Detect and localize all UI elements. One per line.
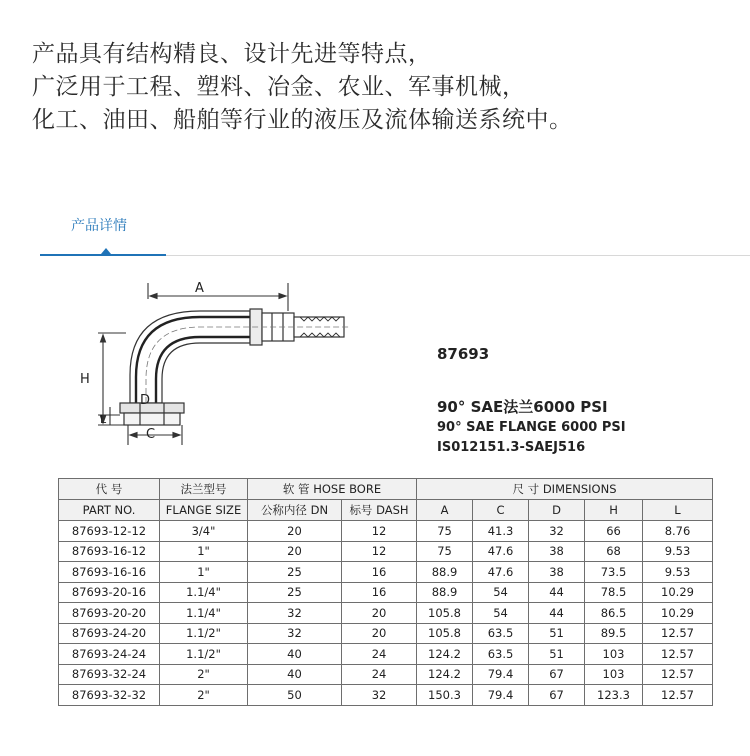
cell-d: 51 (529, 644, 585, 665)
cell-part-no: 87693-20-16 (59, 582, 160, 603)
cell-dn: 25 (248, 562, 342, 583)
dim-c-label: C (146, 427, 156, 442)
cell-dn: 40 (248, 644, 342, 665)
fitting-drawing (70, 275, 370, 450)
table-row (59, 521, 713, 542)
cell-dash: 32 (342, 685, 417, 706)
intro-line: 化工、油田、船舶等行业的液压及流体输送系统中。 (32, 107, 573, 133)
cell-d: 38 (529, 541, 585, 562)
cell-part-no: 87693-12-12 (59, 521, 160, 542)
cell-dash: 20 (342, 623, 417, 644)
header-hose-bore: 软 管 HOSE BORE (248, 479, 417, 500)
dim-l-label: L (100, 413, 107, 426)
cell-d: 67 (529, 664, 585, 685)
tab-active-underline (40, 254, 166, 256)
table-row (59, 664, 713, 685)
cell-dash: 24 (342, 644, 417, 665)
dim-d-label: D (140, 393, 151, 408)
cell-c: 63.5 (473, 644, 529, 665)
cell-h: 89.5 (585, 623, 643, 644)
cell-a: 105.8 (417, 603, 473, 624)
dim-c-arrow-left (130, 433, 137, 438)
cell-flange-size: 1" (160, 562, 248, 583)
cell-flange-size: 1" (160, 541, 248, 562)
dim-h-arrow-top (101, 335, 106, 342)
cell-flange-size: 3/4" (160, 521, 248, 542)
cell-flange-size: 1.1/4" (160, 582, 248, 603)
flange-base (124, 413, 180, 425)
cell-d: 67 (529, 685, 585, 706)
cell-dn: 32 (248, 603, 342, 624)
part-code: 87693 (437, 345, 490, 363)
dim-a-arrow-right (279, 294, 286, 299)
cell-a: 124.2 (417, 664, 473, 685)
cell-part-no: 87693-16-16 (59, 562, 160, 583)
table-row (59, 582, 713, 603)
cell-dash: 24 (342, 664, 417, 685)
cell-d: 44 (529, 603, 585, 624)
cell-d: 44 (529, 582, 585, 603)
product-title-cn: 90° SAE法兰6000 PSI (437, 398, 608, 416)
cell-h: 123.3 (585, 685, 643, 706)
header-dn: 公称内径 DN (248, 500, 342, 521)
cell-dash: 16 (342, 582, 417, 603)
cell-part-no: 87693-24-20 (59, 623, 160, 644)
cell-flange-size: 1.1/2" (160, 623, 248, 644)
cell-a: 75 (417, 521, 473, 542)
cell-l: 10.29 (643, 603, 713, 624)
cell-l: 12.57 (643, 644, 713, 665)
cell-a: 88.9 (417, 562, 473, 583)
cell-part-no: 87693-32-24 (59, 664, 160, 685)
cell-part-no: 87693-32-32 (59, 685, 160, 706)
cell-d: 51 (529, 623, 585, 644)
cell-a: 124.2 (417, 644, 473, 665)
cell-flange-size: 2" (160, 685, 248, 706)
cell-dash: 12 (342, 541, 417, 562)
header-d: D (529, 500, 585, 521)
dim-a-arrow-left (150, 294, 157, 299)
cell-dn: 20 (248, 541, 342, 562)
cell-l: 12.57 (643, 685, 713, 706)
cell-l: 9.53 (643, 562, 713, 583)
cell-dash: 12 (342, 521, 417, 542)
product-standard: IS012151.3-SAEJ516 (437, 440, 586, 455)
cell-flange-size: 1.1/2" (160, 644, 248, 665)
cell-l: 12.57 (643, 664, 713, 685)
header-part-cn: 代 号 (59, 479, 160, 500)
cell-h: 73.5 (585, 562, 643, 583)
cell-c: 79.4 (473, 664, 529, 685)
header-part-no: PART NO. (59, 500, 160, 521)
cell-l: 9.53 (643, 541, 713, 562)
cell-part-no: 87693-20-20 (59, 603, 160, 624)
cell-c: 41.3 (473, 521, 529, 542)
table-row (59, 603, 713, 624)
table-row (59, 623, 713, 644)
cell-h: 103 (585, 644, 643, 665)
table-header-row (59, 500, 713, 521)
cell-flange-size: 2" (160, 664, 248, 685)
cell-c: 47.6 (473, 562, 529, 583)
tab-product-details[interactable]: 产品详情 (71, 218, 127, 234)
cell-dn: 32 (248, 623, 342, 644)
cell-d: 38 (529, 562, 585, 583)
cell-dn: 20 (248, 521, 342, 542)
table-header-row (59, 479, 713, 500)
spec-table (58, 478, 713, 706)
dim-c-arrow-right (173, 433, 180, 438)
header-dash: 标号 DASH (342, 500, 417, 521)
header-h: H (585, 500, 643, 521)
detail-tab-bar (40, 208, 750, 256)
header-flange-cn: 法兰型号 (160, 479, 248, 500)
cell-part-no: 87693-16-12 (59, 541, 160, 562)
header-dimensions: 尺 寸 DIMENSIONS (417, 479, 713, 500)
cell-c: 79.4 (473, 685, 529, 706)
intro-line: 产品具有结构精良、设计先进等特点， (32, 41, 432, 67)
cell-c: 54 (473, 582, 529, 603)
table-row (59, 685, 713, 706)
table-row (59, 644, 713, 665)
cell-dash: 16 (342, 562, 417, 583)
cell-c: 63.5 (473, 623, 529, 644)
cell-dash: 20 (342, 603, 417, 624)
intro-line: 广泛用于工程、塑料、冶金、农业、军事机械， (32, 74, 526, 100)
cell-h: 78.5 (585, 582, 643, 603)
cell-flange-size: 1.1/4" (160, 603, 248, 624)
cell-dn: 50 (248, 685, 342, 706)
cell-l: 8.76 (643, 521, 713, 542)
table-row (59, 541, 713, 562)
cell-dn: 25 (248, 582, 342, 603)
cell-h: 86.5 (585, 603, 643, 624)
header-l: L (643, 500, 713, 521)
cell-dn: 40 (248, 664, 342, 685)
cell-a: 150.3 (417, 685, 473, 706)
cell-a: 75 (417, 541, 473, 562)
cell-a: 105.8 (417, 623, 473, 644)
product-title-en: 90° SAE FLANGE 6000 PSI (437, 420, 626, 435)
cell-l: 10.29 (643, 582, 713, 603)
cell-d: 32 (529, 521, 585, 542)
cell-h: 66 (585, 521, 643, 542)
cell-c: 54 (473, 603, 529, 624)
tab-caret-icon (101, 248, 111, 254)
table-row (59, 562, 713, 583)
elbow-body (130, 311, 250, 403)
cell-h: 103 (585, 664, 643, 685)
dim-h-label: H (80, 372, 90, 387)
intro-text (32, 38, 732, 137)
cell-c: 47.6 (473, 541, 529, 562)
cell-h: 68 (585, 541, 643, 562)
cell-a: 88.9 (417, 582, 473, 603)
header-flange-size: FLANGE SIZE (160, 500, 248, 521)
flange-head (120, 403, 184, 413)
dim-a-label: A (195, 281, 204, 296)
header-a: A (417, 500, 473, 521)
cell-l: 12.57 (643, 623, 713, 644)
cell-part-no: 87693-24-24 (59, 644, 160, 665)
header-c: C (473, 500, 529, 521)
